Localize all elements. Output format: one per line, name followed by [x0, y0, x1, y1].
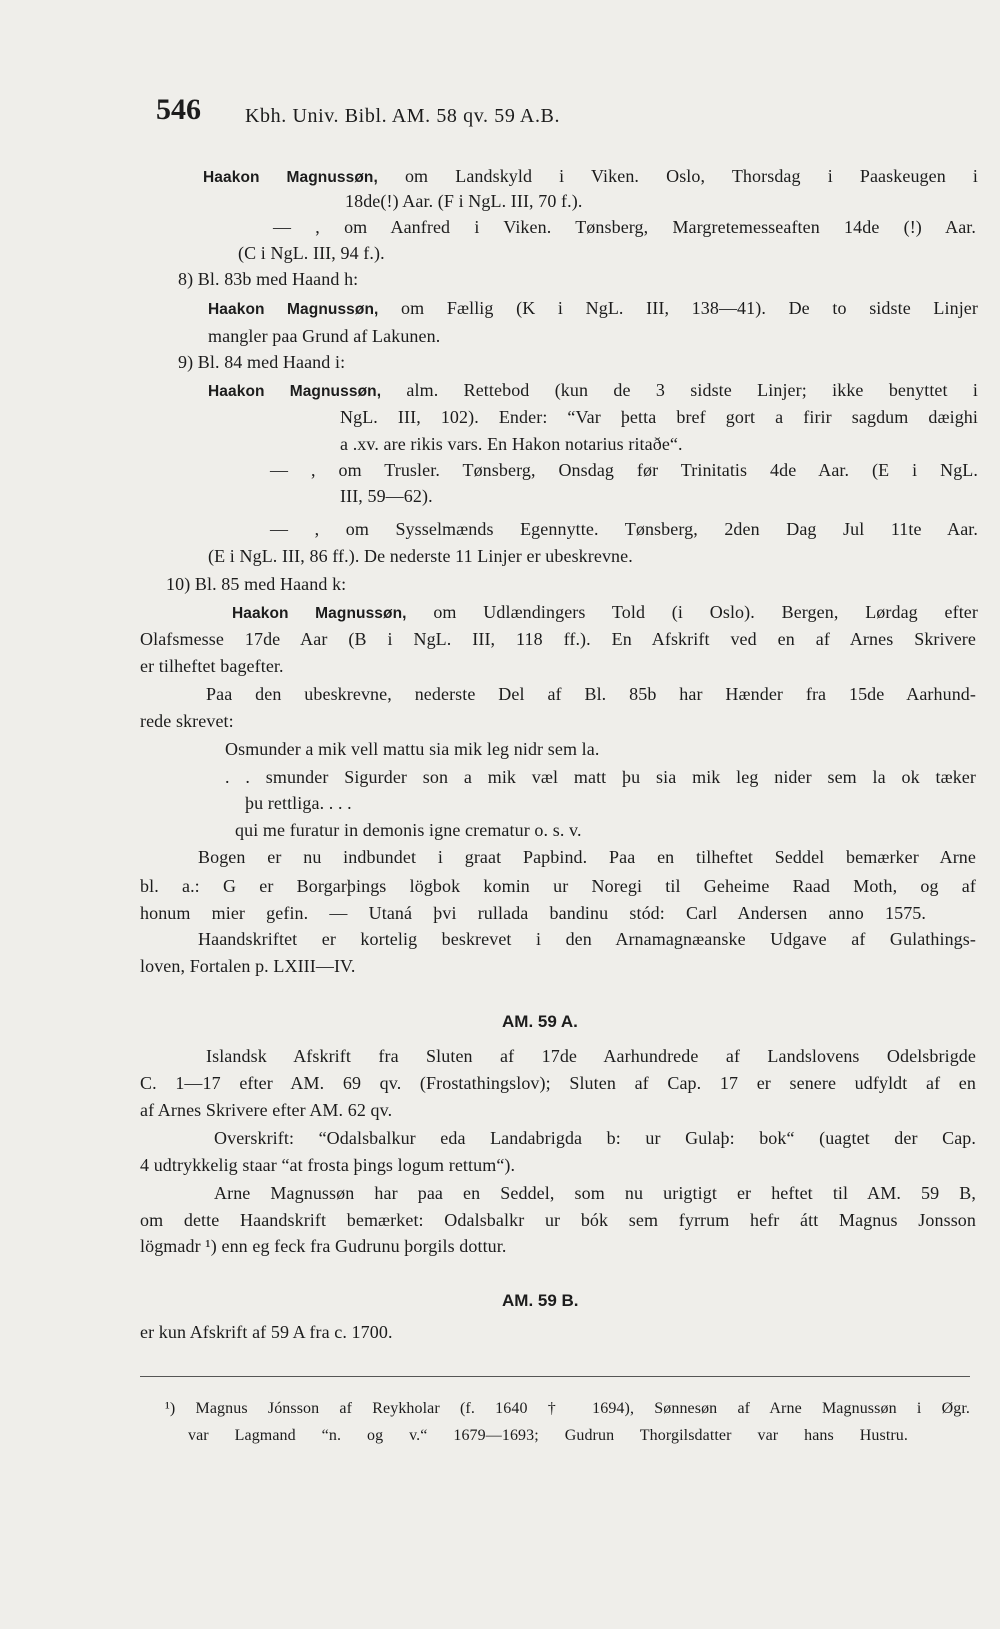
text-line: III, 59—62). [340, 486, 433, 506]
text-line: af Arnes Skrivere efter AM. 62 qv. [140, 1100, 393, 1120]
footnote-rule [140, 1376, 970, 1377]
text-line: Haakon Magnussøn, om Udlændingers Told (i Oslo). Bergen, Lørdag efter [232, 602, 978, 622]
text-line: — , om Trusler. Tønsberg, Onsdag før Trinitatis 4de Aar. (E i NgL. [270, 460, 978, 480]
text-line: 8) Bl. 83b med Haand h: [178, 269, 359, 289]
text-line: þu rettliga. . . . [245, 793, 352, 813]
running-title: Kbh. Univ. Bibl. AM. 58 qv. 59 A.B. [245, 105, 561, 127]
text-line: 18de(!) Aar. (F i NgL. III, 70 f.). [345, 191, 583, 211]
text-line: Islandsk Afskrift fra Sluten af 17de Aarhundrede af Landslovens Odelsbrigde [206, 1046, 976, 1066]
text-line: er tilheftet bagefter. [140, 656, 284, 676]
text-line: Bogen er nu indbundet i graat Papbind. Paa en tilheftet Seddel bemærker Arne [198, 847, 976, 867]
section-heading-am-59-b: AM. 59 B. [502, 1291, 579, 1310]
text-line: er kun Afskrift af 59 A fra c. 1700. [140, 1322, 393, 1342]
text-line: lögmadr ¹) enn eg feck fra Gudrunu þorgils dottur. [140, 1236, 507, 1256]
text-line: Haakon Magnussøn, alm. Rettebod (kun de 3 sidste Linjer; ikke benyttet i [208, 380, 979, 400]
text-line: rede skrevet: [140, 711, 234, 731]
text-line: 9) Bl. 84 med Haand i: [178, 352, 346, 372]
text-line: Paa den ubeskrevne, nederste Del af Bl. 85b har Hænder fra 15de Aarhund- [206, 684, 976, 704]
text-line: (C i NgL. III, 94 f.). [238, 243, 385, 263]
text-line: om dette Haandskrift bemærket: Odalsbalkr ur bók sem fyrrum hefr átt Magnus Jonsson [140, 1210, 976, 1230]
text-line: mangler paa Grund af Lakunen. [208, 326, 441, 346]
text-line: Osmunder a mik vell mattu sia mik leg nidr sem la. [225, 739, 600, 759]
page-number: 546 [156, 93, 201, 126]
text-line: qui me furatur in demonis igne crematur o. s. v. [235, 820, 582, 840]
text-line: (E i NgL. III, 86 ff.). De nederste 11 Linjer er ubeskrevne. [208, 546, 633, 566]
text-line: . . smunder Sigurder son a mik væl matt þu sia mik leg nider sem la ok tæker [225, 767, 976, 787]
text-line: loven, Fortalen p. LXIII—IV. [140, 956, 356, 976]
text-line: Haandskriftet er kortelig beskrevet i den Arnamagnæanske Udgave af Gulathings- [198, 929, 976, 949]
footnote-line: ¹) Magnus Jónsson af Reykholar (f. 1640 † 1694), Sønnesøn af Arne Magnussøn i Øgr. [165, 1400, 970, 1417]
text-line: Olafsmesse 17de Aar (B i NgL. III, 118 ff.). En Afskrift ved en af Arnes Skrivere [140, 629, 976, 649]
text-line: bl. a.: G er Borgarþings lögbok komin ur Noregi til Geheime Raad Moth, og af [140, 876, 976, 896]
section-heading-am-59-a: AM. 59 A. [502, 1012, 578, 1031]
text-line: — , om Aanfred i Viken. Tønsberg, Margretemesseaften 14de (!) Aar. [273, 217, 976, 237]
text-line: Haakon Magnussøn, om Fællig (K i NgL. III, 138—41). De to sidste Linjer [208, 298, 978, 318]
text-line: 4 udtrykkelig staar “at frosta þings logum rettum“). [140, 1155, 516, 1175]
text-line: NgL. III, 102). Ender: “Var þetta bref gort a firir sagdum dæighi [340, 407, 978, 427]
text-line: C. 1—17 efter AM. 69 qv. (Frostathingslov); Sluten af Cap. 17 er senere udfyldt af en [140, 1073, 976, 1093]
text-line: Overskrift: “Odalsbalkur eda Landabrigda b: ur Gulaþ: bok“ (uagtet der Cap. [214, 1128, 976, 1148]
text-line: 10) Bl. 85 med Haand k: [166, 574, 347, 594]
footnote-line: var Lagmand “n. og v.“ 1679—1693; Gudrun Thorgilsdatter var hans Hustru. [188, 1427, 908, 1444]
text-line: Arne Magnussøn har paa en Seddel, som nu urigtigt er heftet til AM. 59 B, [214, 1183, 976, 1203]
text-line: honum mier gefin. — Utaná þvi rullada bandinu stód: Carl Andersen anno 1575. [140, 903, 926, 923]
text-line: Haakon Magnussøn, om Landskyld i Viken. Oslo, Thorsdag i Paaskeugen i [203, 166, 978, 186]
text-line: a .xv. are rikis vars. En Hakon notarius ritaðe“. [340, 434, 683, 454]
text-line: — , om Sysselmænds Egennytte. Tønsberg, 2den Dag Jul 11te Aar. [270, 519, 978, 539]
